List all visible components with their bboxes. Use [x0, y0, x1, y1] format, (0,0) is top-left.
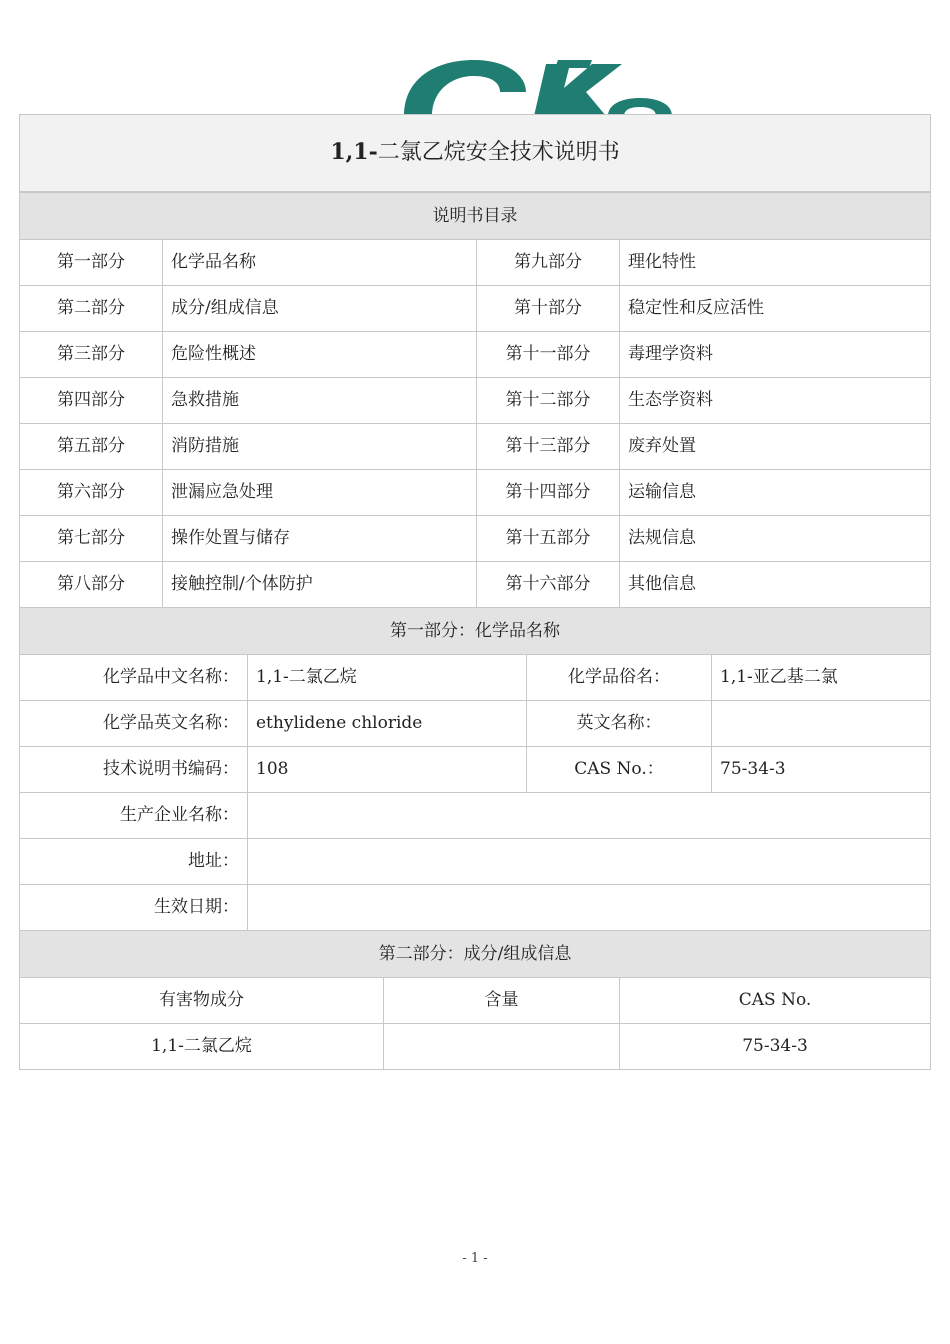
toc-part-number: 第十四部分 [477, 470, 620, 516]
part2-heading: 第二部分：成分/组成信息 [20, 931, 931, 978]
toc-row [20, 286, 931, 332]
en-name-value: ethylidene chloride [248, 701, 527, 747]
toc-part-number: 第五部分 [20, 424, 163, 470]
cas-label: CAS No.： [527, 747, 712, 793]
toc-part-number: 第十六部分 [477, 562, 620, 608]
cn-name-label: 化学品中文名称： [20, 655, 248, 701]
toc-row [20, 516, 931, 562]
address-label: 地址： [20, 839, 248, 885]
toc-part-number: 第三部分 [20, 332, 163, 378]
effective-date-value [248, 885, 931, 931]
toc-part-name: 成分/组成信息 [163, 286, 477, 332]
cas-value: 75-34-3 [712, 747, 931, 793]
toc-part-number: 第一部分 [20, 240, 163, 286]
toc-part-number: 第十部分 [477, 286, 620, 332]
part1-heading: 第一部分：化学品名称 [20, 608, 931, 655]
part1-row [20, 793, 931, 839]
toc-part-name: 运输信息 [620, 470, 931, 516]
address-value [248, 839, 931, 885]
toc-part-number: 第十五部分 [477, 516, 620, 562]
toc-part-name: 急救措施 [163, 378, 477, 424]
toc-row [20, 424, 931, 470]
page-number: - 1 - [462, 1251, 488, 1266]
component-content [384, 1024, 620, 1070]
toc-part-name: 毒理学资料 [620, 332, 931, 378]
toc-row [20, 240, 931, 286]
toc-part-number: 第十二部分 [477, 378, 620, 424]
toc-part-name: 危险性概述 [163, 332, 477, 378]
common-name-label: 化学品俗名： [527, 655, 712, 701]
component-cas: 75-34-3 [620, 1024, 931, 1070]
toc-row [20, 332, 931, 378]
part1-row [20, 885, 931, 931]
document-title-bold: 1,1- [330, 139, 378, 166]
toc-part-name: 操作处置与储存 [163, 516, 477, 562]
toc-part-name: 法规信息 [620, 516, 931, 562]
toc-part-name: 化学品名称 [163, 240, 477, 286]
toc-row [20, 470, 931, 516]
code-value: 108 [248, 747, 527, 793]
common-name-value: 1,1-亚乙基二氯 [712, 655, 931, 701]
toc-row [20, 378, 931, 424]
toc-part-name: 接触控制/个体防护 [163, 562, 477, 608]
maker-value [248, 793, 931, 839]
company-logo-graphic [396, 58, 676, 118]
cn-name-value: 1,1-二氯乙烷 [248, 655, 527, 701]
toc-part-name: 理化特性 [620, 240, 931, 286]
component-name: 1,1-二氯乙烷 [20, 1024, 384, 1070]
toc-part-number: 第七部分 [20, 516, 163, 562]
code-label: 技术说明书编码： [20, 747, 248, 793]
document-title [20, 115, 931, 193]
company-logo [396, 58, 676, 118]
part1-row [20, 747, 931, 793]
column-header-content: 含量 [384, 978, 620, 1024]
en-name-label: 化学品英文名称： [20, 701, 248, 747]
column-header-cas: CAS No. [620, 978, 931, 1024]
toc-part-name: 消防措施 [163, 424, 477, 470]
part1-row [20, 839, 931, 885]
part2-header-row [20, 978, 931, 1024]
msds-table [19, 114, 931, 1070]
toc-part-name: 稳定性和反应活性 [620, 286, 931, 332]
toc-part-number: 第九部分 [477, 240, 620, 286]
column-header-component: 有害物成分 [20, 978, 384, 1024]
toc-part-number: 第八部分 [20, 562, 163, 608]
maker-label: 生产企业名称： [20, 793, 248, 839]
toc-part-name: 泄漏应急处理 [163, 470, 477, 516]
toc-part-name: 废弃处置 [620, 424, 931, 470]
en-alias-label: 英文名称： [527, 701, 712, 747]
toc-part-number: 第四部分 [20, 378, 163, 424]
toc-part-name: 生态学资料 [620, 378, 931, 424]
toc-row [20, 562, 931, 608]
table-row [20, 1024, 931, 1070]
msds-sheet [19, 114, 930, 1070]
toc-part-number: 第十一部分 [477, 332, 620, 378]
document-title-text: 二氯乙烷安全技术说明书 [377, 140, 620, 166]
toc-heading: 说明书目录 [20, 192, 931, 240]
en-alias-value [712, 701, 931, 747]
toc-part-number: 第六部分 [20, 470, 163, 516]
part1-row [20, 701, 931, 747]
toc-part-number: 第十三部分 [477, 424, 620, 470]
effective-date-label: 生效日期： [20, 885, 248, 931]
toc-part-name: 其他信息 [620, 562, 931, 608]
toc-part-number: 第二部分 [20, 286, 163, 332]
part1-row [20, 655, 931, 701]
